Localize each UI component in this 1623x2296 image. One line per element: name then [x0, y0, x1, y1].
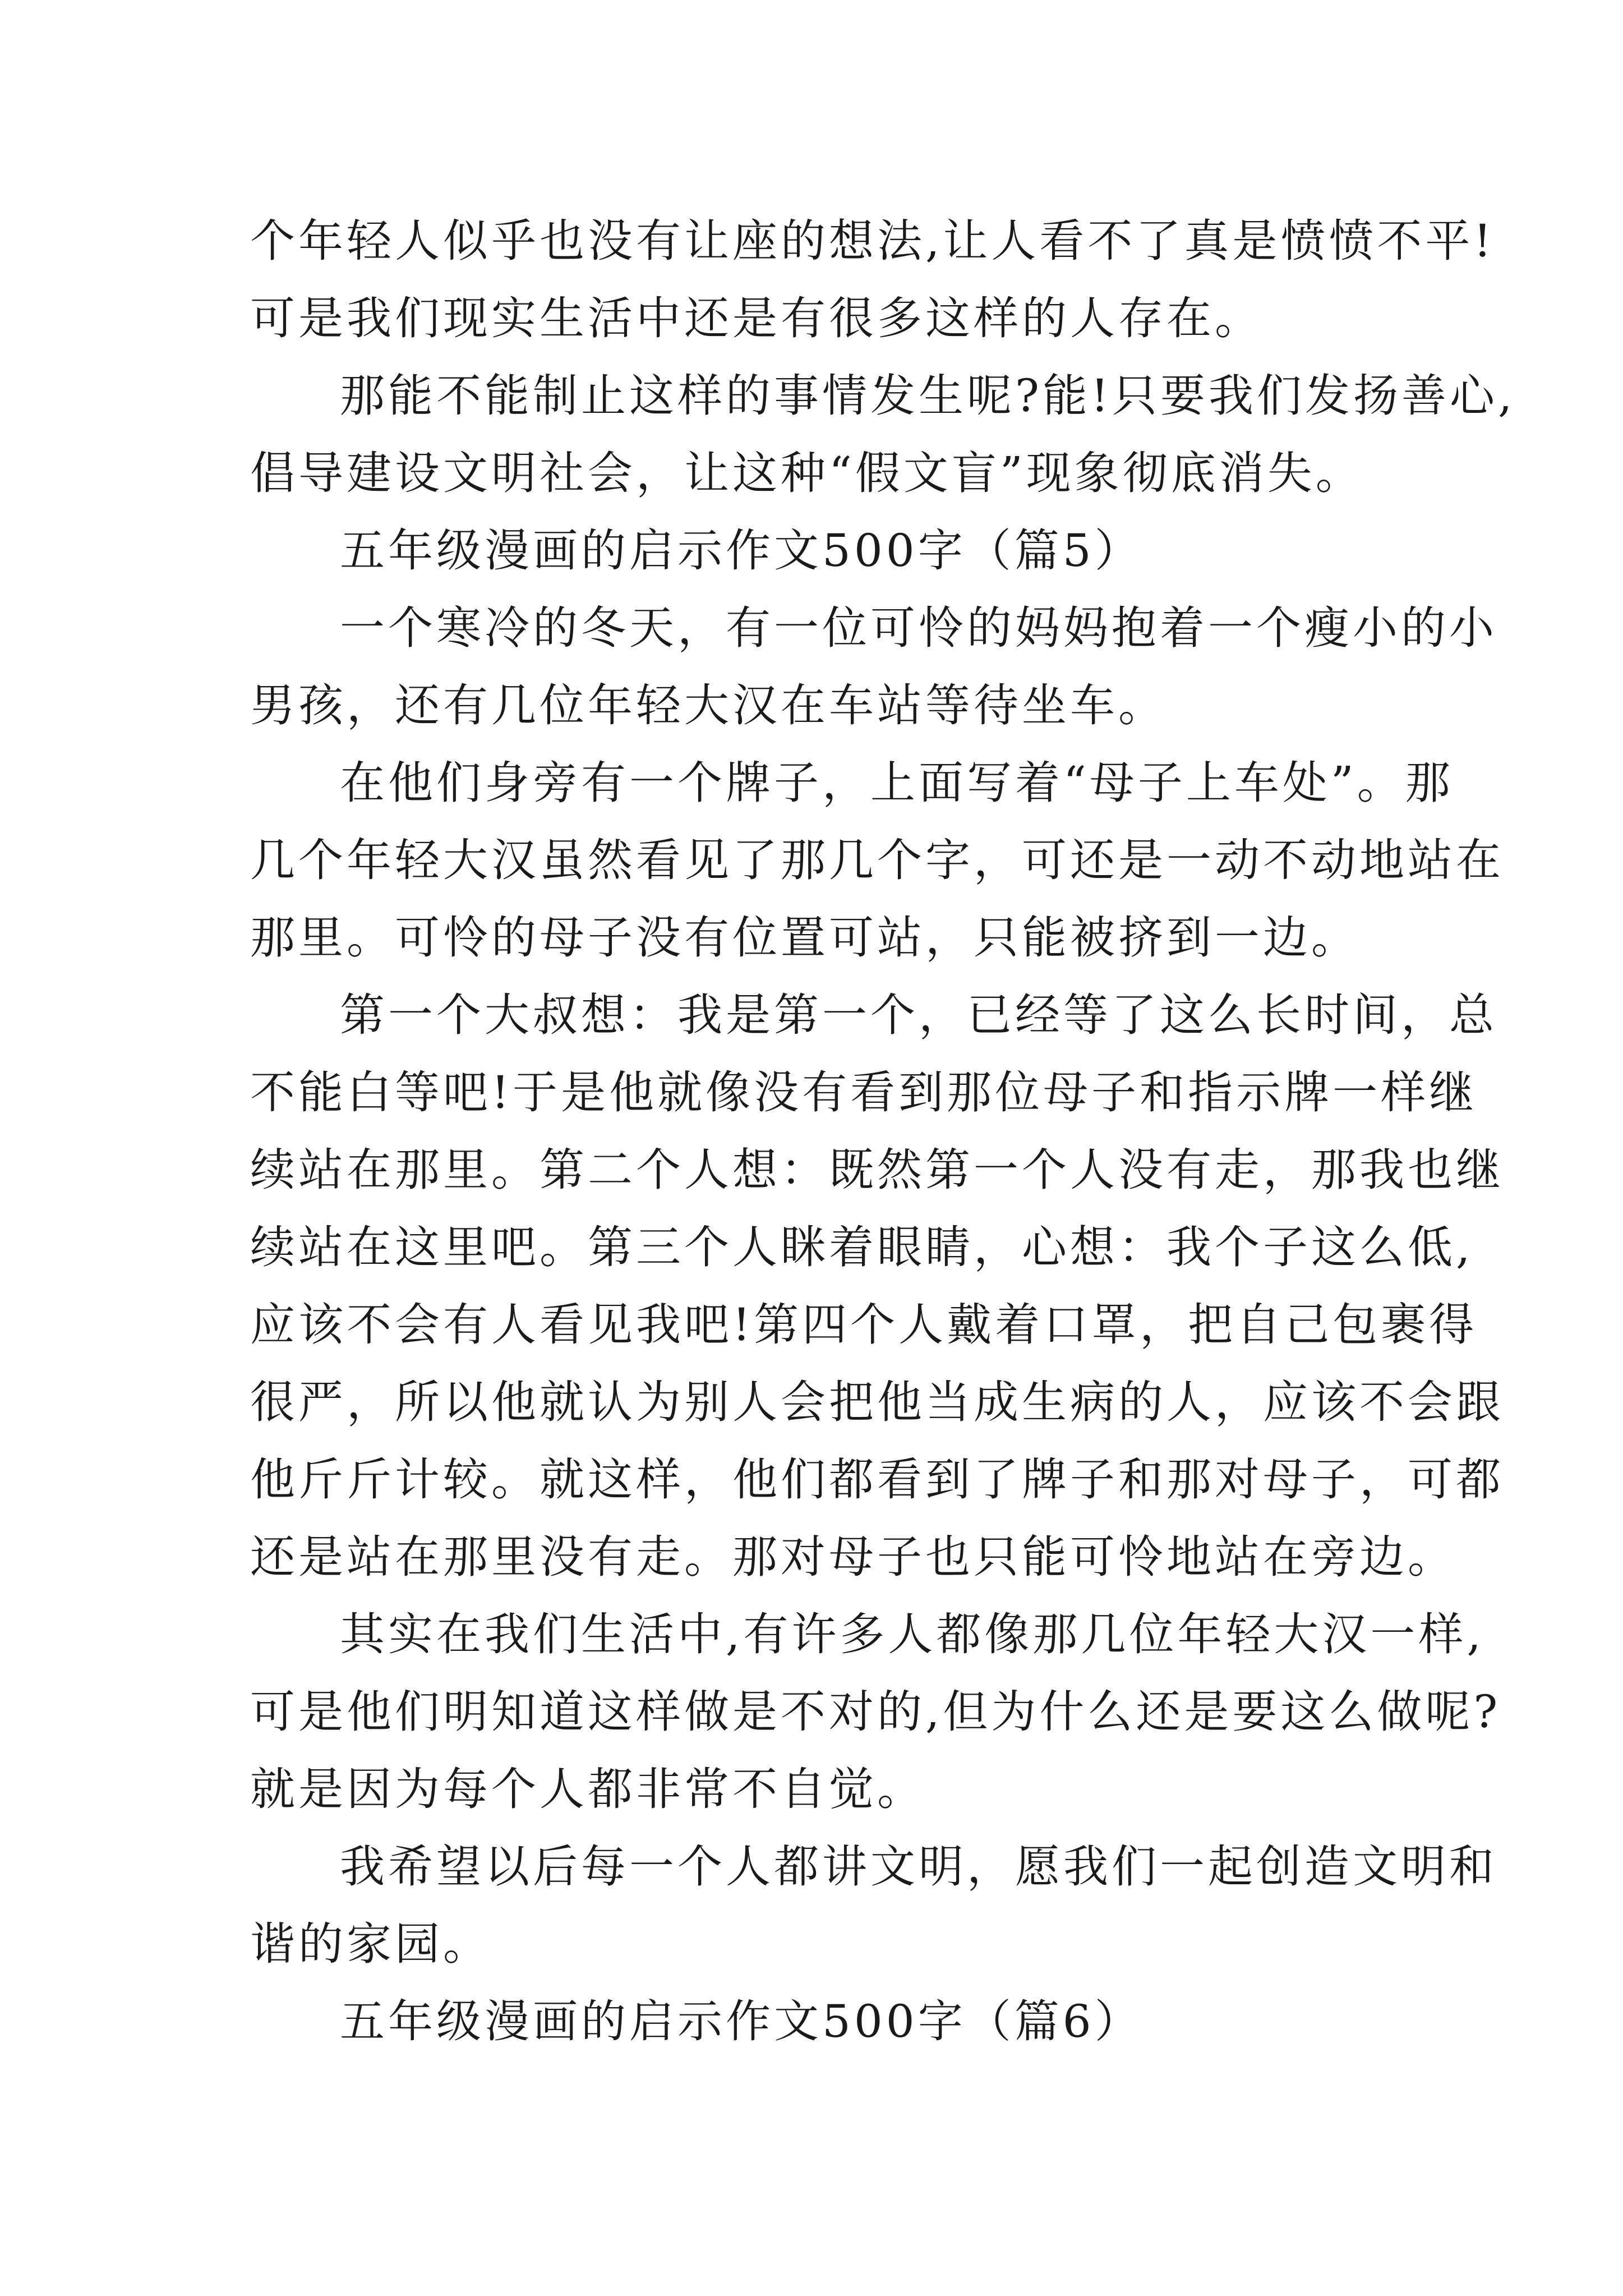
text-line: 在他们身旁有一个牌子，上面写着“母子上车处”。那: [340, 757, 1454, 809]
text-line: 几个年轻大汉虽然看见了那几个字，可还是一动不动地站在: [250, 834, 1504, 886]
text-line: 他斤斤计较。就这样，他们都看到了牌子和那对母子，可都: [250, 1453, 1504, 1506]
text-line: 其实在我们生活中,有许多人都像那几位年轻大汉一样,: [340, 1608, 1484, 1660]
text-line: 续站在那里。第二个人想：既然第一个人没有走，那我也继: [250, 1144, 1504, 1196]
text-line: 不能白等吧!于是他就像没有看到那位母子和指示牌一样继: [250, 1066, 1478, 1119]
text-line: 续站在这里吧。第三个人眯着眼睛，心想：我个子这么低,: [250, 1221, 1474, 1273]
text-line: 倡导建设文明社会，让这种“假文盲”现象彻底消失。: [250, 447, 1364, 499]
text-line: 可是我们现实生活中还是有很多这样的人存在。: [250, 292, 1263, 344]
text-line: 个年轻人似乎也没有让座的想法,让人看不了真是愤愤不平!: [250, 215, 1495, 267]
text-line: 还是站在那里没有走。那对母子也只能可怜地站在旁边。: [250, 1531, 1456, 1583]
text-line: 男孩，还有几位年轻大汉在车站等待坐车。: [250, 679, 1166, 731]
section-heading: 五年级漫画的启示作文500字（篇5）: [340, 524, 1143, 577]
text-line: 那里。可怜的母子没有位置可站，只能被挤到一边。: [250, 912, 1359, 964]
text-line: 就是因为每个人都非常不自觉。: [250, 1763, 925, 1815]
text-line: 我希望以后每一个人都讲文明，愿我们一起创造文明和: [340, 1841, 1497, 1893]
text-line: 应该不会有人看见我吧!第四个人戴着口罩，把自己包裹得: [250, 1299, 1478, 1351]
text-line: 谐的家园。: [250, 1918, 491, 1970]
text-line: 一个寒冷的冬天，有一位可怜的妈妈抱着一个瘦小的小: [340, 602, 1497, 654]
section-heading: 五年级漫画的启示作文500字（篇6）: [340, 1995, 1143, 2047]
text-line: 那能不能制止这样的事情发生呢?能!只要我们发扬善心,: [340, 370, 1516, 422]
text-line: 可是他们明知道这样做是不对的,但为什么还是要这么做呢?: [250, 1686, 1501, 1738]
text-line: 第一个大叔想：我是第一个，已经等了这么长时间，总: [340, 989, 1497, 1041]
text-line: 很严，所以他就认为别人会把他当成生病的人，应该不会跟: [250, 1376, 1504, 1428]
